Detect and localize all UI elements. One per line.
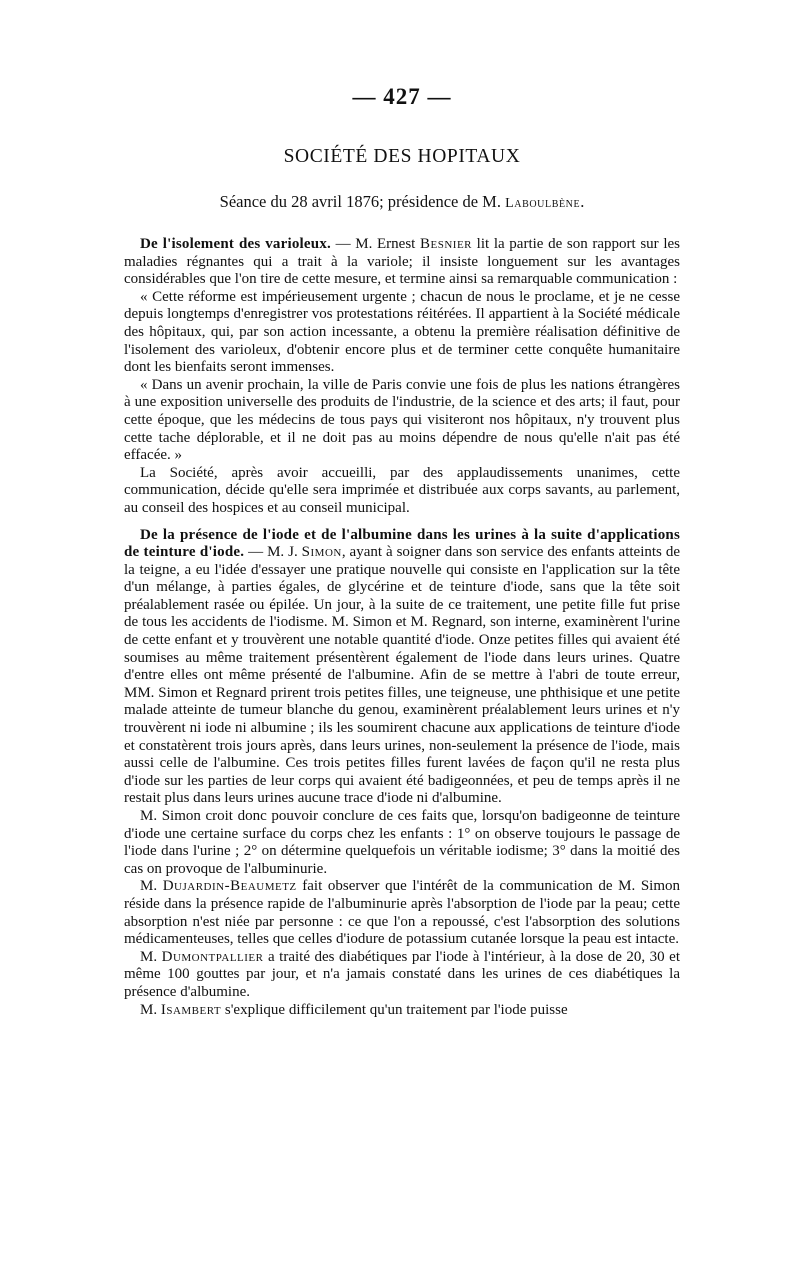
speaker-dumontpallier: Dumontpallier xyxy=(161,948,264,965)
speaker-simon: Simon xyxy=(301,544,342,561)
article-1-paragraph-1-text: lit la partie de son rapport sur les maladies régnantes qui a trait à la variole; il insiste longuement sur les avantages considérables que l'on tire de cette mesure, et termine ainsi sa remarquable communication : xyxy=(124,236,680,288)
speaker-dujardin-beaumetz: Dujardin-Beaumetz xyxy=(162,878,297,895)
article-2-paragraph-4 xyxy=(124,949,680,1002)
article-2-paragraph-4-text: a traité des diabétiques par l'iode à l'intérieur, à la dose de 20, 30 et même 100 gouttes par jour, et n'a jamais constaté dans les urines de ces diabétiques la présence d'albumine. xyxy=(124,948,680,1000)
article-2-paragraph-1-text: , ayant à soigner dans son service des enfants atteints de la teigne, a eu l'idée d'essayer une pratique nouvelle qui consiste en l'application sur la tête d'un mélange, à parties égales, de glycérine et de teinture d'iode, sans que la tête soit préalablement rasée ou épilée. Un jour, à la suite de ce traitement, une petite fille fut prise de tous les accidents de l'iodisme. M. Simon et M. Regnard, son interne, examinèrent l'urine de cette enfant et y trouvèrent une notable quantité d'iode. Onze petites filles qui avaient été soumises au même traitement présentèrent également de l'iode dans leurs urines. Quatre d'entre elles ont même présenté de l'albumine. Afin de se mettre à l'abri de toute erreur, MM. Simon et Regnard prirent trois petites filles, une teigneuse, une phthisique et une petite malade atteinte de tumeur blanche du genou, examinèrent préalablement leurs urines et n'y trouvèrent ni iode ni albumine ; ils les soumirent chacune aux applications de teinture d'iode et constatèrent trois jours après, dans leurs urines, non-seulement la présence de l'iode, mais aussi celle de l'albumine. Ces trois petites filles furent lavées de façon qu'il ne resta plus d'iode sur les parties de leur corps qui avaient été badigeonnées, et peu de temps après il ne restait plus dans leurs urines aucune trace d'iode ni d'albumine. xyxy=(124,544,680,807)
article-2-paragraph-1 xyxy=(124,527,680,809)
article-1-heading: De l'isolement des varioleux. xyxy=(140,236,331,252)
article-2-paragraph-3-text: fait observer que l'intérêt de la communication de M. Simon réside dans la présence rapide de l'albuminurie après l'absorption de l'iode par la peau; cette absorption n'est niée par personne : ce que l'on a repoussé, c'est l'absorption des solutions médicamenteuses, telles que celles d'iodure de potassium cutanée lorsque la peau est intacte. xyxy=(124,878,681,948)
article-1-paragraph-1 xyxy=(124,236,680,289)
article-2-paragraph-5-text: s'explique difficilement qu'un traitement par l'iode puisse xyxy=(221,1001,568,1018)
article-2-paragraph-5 xyxy=(124,1002,680,1020)
session-prefix: Séance du 28 avril 1876; présidence de M. xyxy=(219,192,506,211)
article-1-paragraph-4: La Société, après avoir accueilli, par des applaudissements unanimes, cette communication, décide qu'elle sera imprimée et distribuée aux corps savants, au parlement, au conseil des hospices et au conseil municipal. xyxy=(124,464,680,516)
page-number: — 427 — xyxy=(352,84,452,109)
speaker-besnier: Besnier xyxy=(420,236,473,252)
paragraph-5-prefix: M. xyxy=(140,1001,161,1018)
section-title: SOCIÉTÉ DES HOPITAUX xyxy=(283,146,521,167)
article-2-paragraph-3 xyxy=(124,878,680,948)
paragraph-4-prefix: M. xyxy=(140,948,162,965)
speaker-isambert: Isambert xyxy=(160,1001,222,1018)
article-2-intro: — M. J. xyxy=(244,544,302,561)
session-suffix: . xyxy=(580,192,585,211)
article-1-paragraph-3: « Dans un avenir prochain, la ville de Paris convie une fois de plus les nations étrangères à une exposition universelle des produits de l'industrie, de la science et des arts; il faut, pour cette époque, que les médecins de tous pays qui visiteront nos hôpitaux, n'y trouvent plus cette tache déplorable, et il ne doit pas au moins dépendre de nous qu'elle n'ait pas été effacée. » xyxy=(124,376,680,464)
article-2-heading: De la présence de l'iode et de l'albumine dans les urines à la suite d'applications de teinture d'iode. xyxy=(124,526,680,561)
article-2-paragraph-2: M. Simon croit donc pouvoir conclure de ces faits que, lorsqu'on badigeonne de teinture d'iode une certaine surface du corps chez les enfants : 1° on observe toujours le passage de l'iode dans l'urine ; 2° on détermine quelquefois un véritable iodisme; 3° dans la moitié des cas on provoque de l'albuminurie. xyxy=(124,808,680,877)
document-page xyxy=(124,84,680,1019)
president-name: Laboulbène xyxy=(505,196,581,211)
paragraph-3-prefix: M. xyxy=(140,878,163,895)
article-1-paragraph-2: « Cette réforme est impérieusement urgente ; chacun de nous le proclame, et je ne cesse depuis longtemps d'enregistrer vos protestations réitérées. Il appartient à la Société médicale des hôpitaux, qui, par son action incessante, a obtenu la première réalisation définitive de l'isolement des varioleux, d'obtenir encore plus et de terminer cette conquête humanitaire dont les bienfaits seront immenses. xyxy=(124,288,680,376)
article-1-intro: — M. Ernest xyxy=(330,236,420,252)
session-line xyxy=(124,192,680,212)
